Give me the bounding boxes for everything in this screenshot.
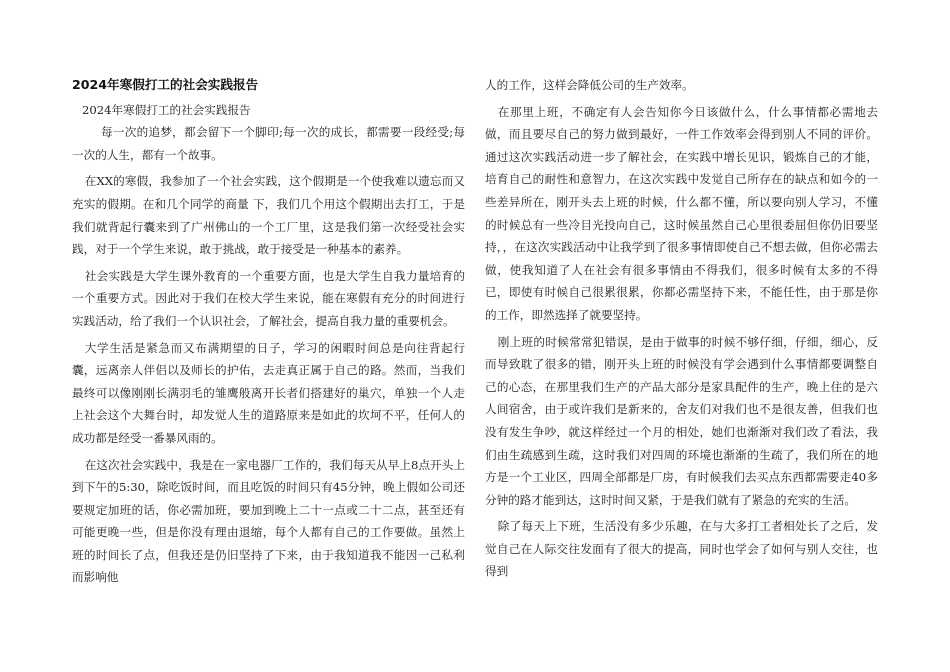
document-title: 2024年寒假打工的社会实践报告 (72, 77, 259, 92)
paragraph: 在那里上班，不确定有人会告知你今日该做什么，什么事情都必需地去做，而且要尽自己的努力做到最好，一件工作效率会得到别人不同的评价。通过这次实践活动进一步了解社会，在实践中增长见识，锻炼自己的才能，培育自己的耐性和意智力，在这次实践中发觉自己所存在的缺点和如今的一些差异所在，刚开头去上班的时候，什么都不懂，所以要向别人学习，不懂的时候总有一些冷目光投向自己，这时候虽然自己心里很委屈但你仍旧要坚持，，在这次实践活动中让我学到了很多事情即使自己不想去做，但你必需去做，使我知道了人在社会有很多事情由不得我们，很多时候有太多的不得已，即使有时候自己很累很累，你都必需坚持下来，不能任性，由于那是你的工作，即然选择了就要坚持。 (485, 104, 878, 322)
paragraph: 刚上班的时候常常犯错误，是由于做事的时候不够仔细，仔细，细心，反而导致耽了很多的错，刚开头上班的时候没有学会遇到什么事情都要调整自己的心态，在那里我们生产的产品大部分是家具配件的生产，晚上住的是六人间宿舍，由于或许我们是新来的，舍友们对我们也不是很友善，但我们也没有发生争吵，就这样经过一个月的相处，她们也渐渐对我们改了看法，我们由生疏感到生疏，这时我们对四周的环境也渐渐的生疏了，我们所在的地方是一个工业区，四周全部都是厂房，有时候我们去买点东西都需要走40多分钟的路才能到达，这时时间又紧，于是我们就有了紧急的充实的生活。 (485, 334, 878, 507)
paragraph: 每一次的追梦，都会留下一个脚印;每一次的成长，都需要一段经受;每一次的人生，都有一个故事。 (72, 125, 465, 162)
left-column (72, 74, 465, 593)
right-column (485, 74, 878, 587)
paragraph: 在XX的寒假，我参加了一个社会实践，这个假期是一个使我难以遗忘而又充实的假期。在和几个同学的商量 下，我们几个用这个假期出去打工，于是我们就背起行囊来到了广州佛山的一个工厂里，这是我们第一次经受社会实践，对于一个学生来说，敢于挑战，敢于接受是一种基本的素养。 (72, 174, 465, 257)
paragraph: 除了每天上下班，生活没有多少乐趣，在与大多打工者相处长了之后，发觉自己在人际交往发面有了很大的提高，同时也学会了如何与别人交往，也得到 (485, 519, 878, 579)
paragraph: 在这次社会实践中，我是在一家电器厂工作的，我们每天从早上8点开头上到下午的5:30，除吃饭时间，而且吃饭的时间只有45分钟，晚上假如公司还要规定加班的话，你必需加班，要加到晚上二十一点或二十二点，甚至还有可能更晚一些，但是你没有理由退缩，每个人都有自己的工作要做。虽然上班的时间长了点，但我还是仍旧坚持了下来，由于我知道我不能因一己私利而影响他 (72, 457, 465, 585)
paragraph: 大学生活是紧急而又布满期望的日子，学习的闲暇时间总是向往背起行囊，远离亲人伴侣以及师长的护佑，去走真正属于自己的路。然而，当我们最终可以像刚刚长满羽毛的雏鹰般离开长者们搭建好的巢穴，单独一个人走上社会这个大舞台时，却发觉人生的道路原来是如此的坎坷不平，任何人的成功都是经受一番暴风雨的。 (72, 340, 465, 445)
paragraph-continuation: 人的工作，这样会降低公司的生产效率。 (485, 78, 694, 92)
document-subtitle: 2024年寒假打工的社会实践报告 (82, 102, 251, 117)
paragraph: 社会实践是大学生课外教育的一个重要方面，也是大学生自我力量培育的一个重要方式。因此对于我们在校大学生来说，能在寒假有充分的时间进行实践活动，给了我们一个认识社会，了解社会，提高自我力量的重要机会。 (72, 268, 465, 328)
